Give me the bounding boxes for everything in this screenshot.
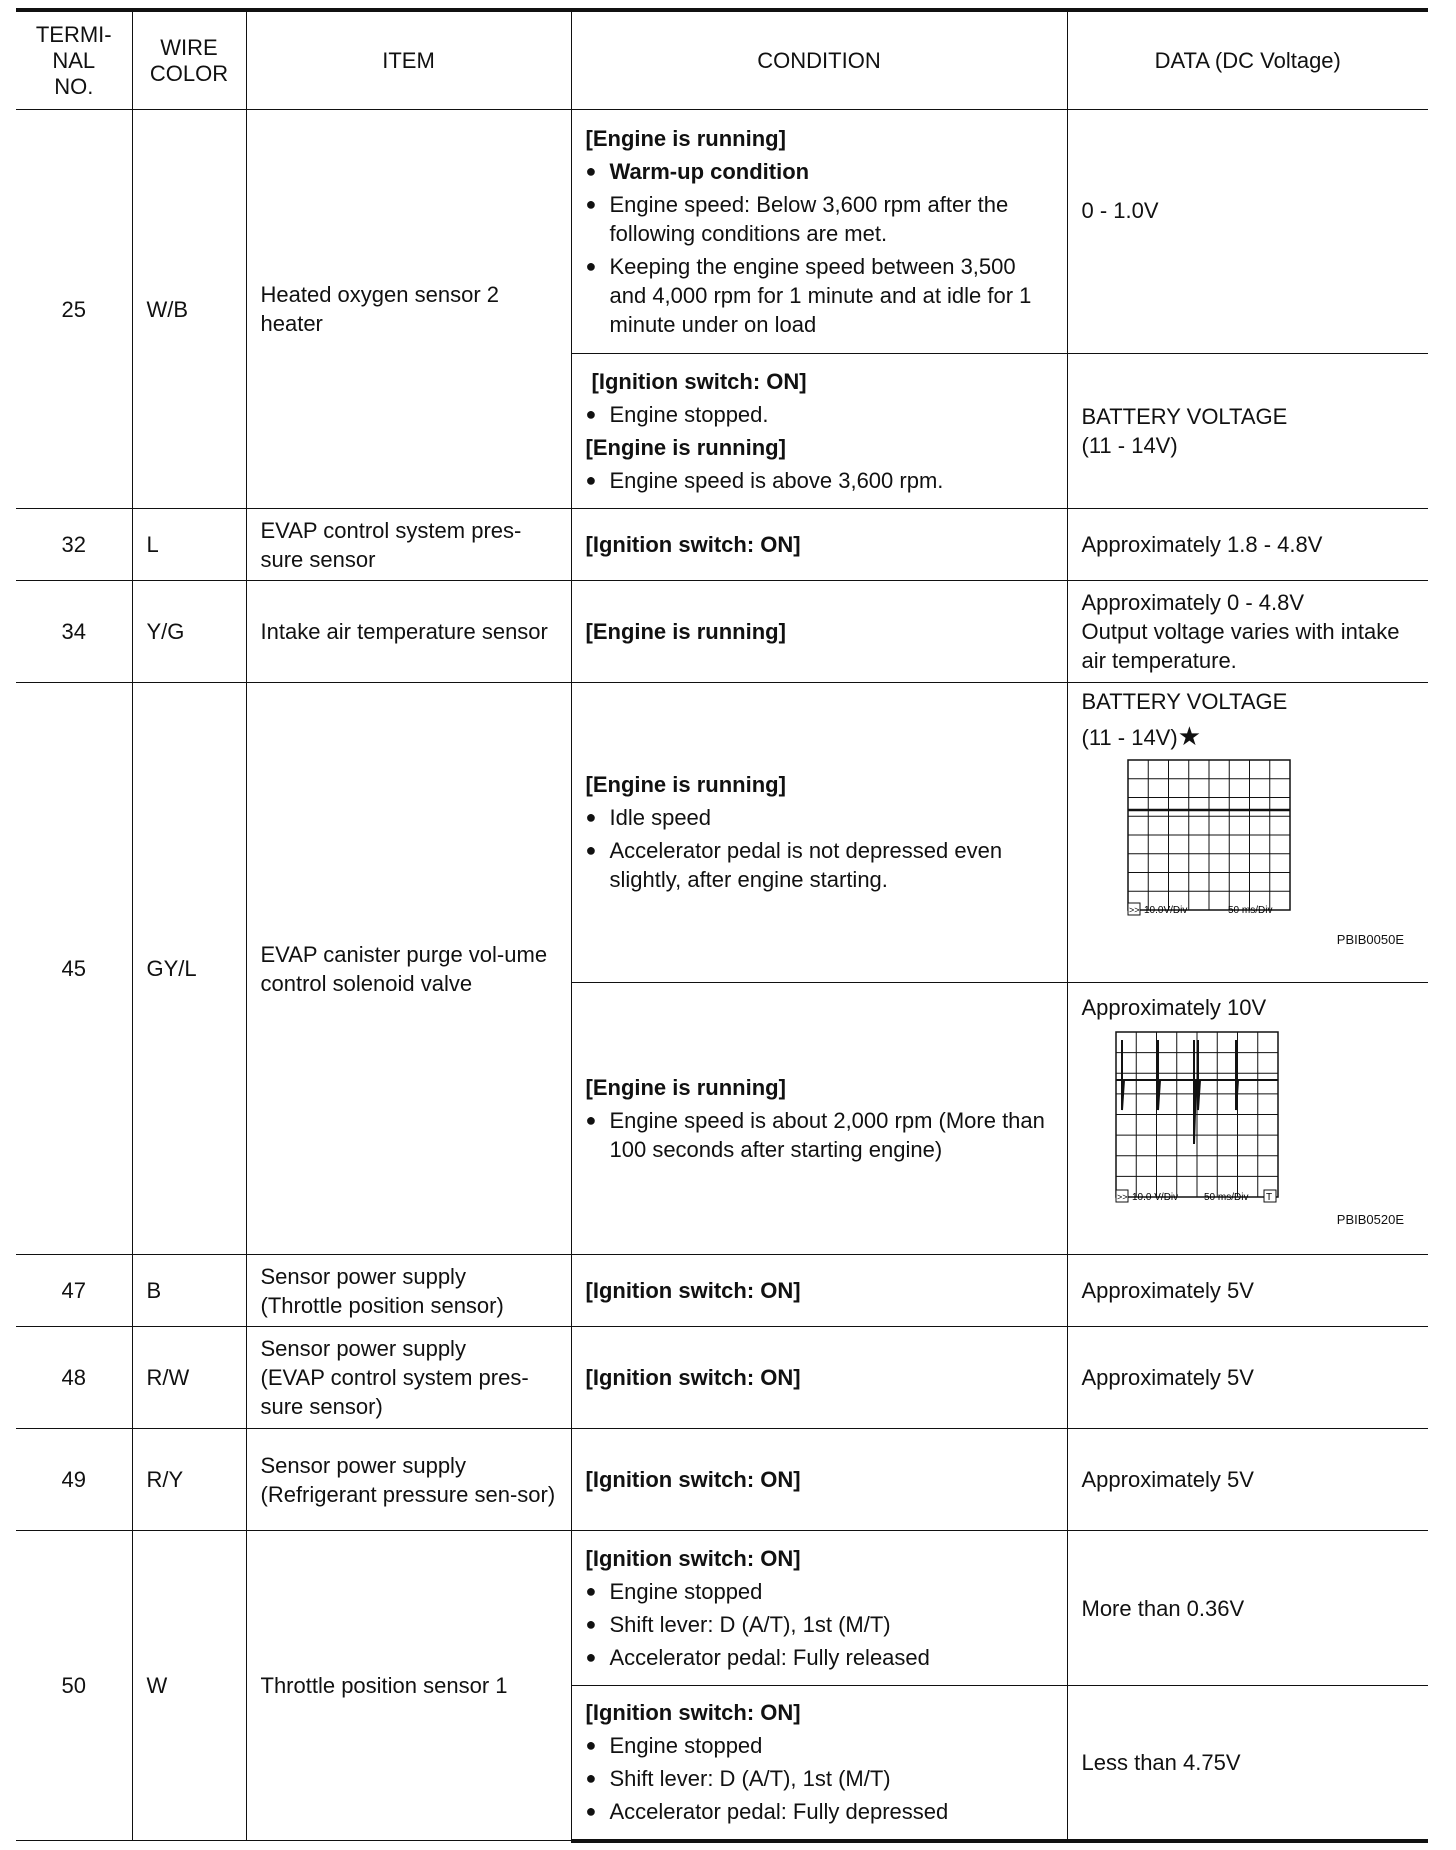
condition-cell (571, 1531, 1067, 1686)
item-line: (EVAP control system pres-sure sensor) (260, 1365, 529, 1419)
header-wire-color: WIRE COLOR (132, 10, 246, 110)
data-cell: 0 - 1.0V (1067, 110, 1428, 354)
header-row (16, 10, 1428, 110)
terminal-no: 48 (16, 1327, 132, 1429)
scope-trigger-label: T (1265, 1192, 1272, 1203)
data-cell: Approximately 1.8 - 4.8V (1067, 509, 1428, 581)
data-cell: More than 0.36V (1067, 1531, 1428, 1686)
table-row (16, 1327, 1428, 1429)
condition-cell (571, 110, 1067, 354)
item-line: Sensor power supply (260, 1263, 466, 1289)
item-line: (Throttle position sensor) (260, 1292, 504, 1318)
condition-bullet: ● Shift lever: D (A/T), 1st (M/T) (586, 1610, 1053, 1639)
item-name: EVAP control system pres-sure sensor (246, 509, 571, 581)
terminal-no: 34 (16, 581, 132, 683)
wire-color: R/W (132, 1327, 246, 1429)
condition-heading: [Ignition switch: ON] (585, 1699, 801, 1725)
condition-heading: [Ignition switch: ON] (571, 509, 1067, 581)
table-row (16, 1429, 1428, 1531)
condition-bullet: ● Warm-up condition (586, 157, 1053, 186)
condition-heading: [Ignition switch: ON] (571, 1327, 1067, 1429)
header-condition: CONDITION (571, 10, 1067, 110)
star-icon: ★ (1177, 721, 1201, 751)
wire-color: L (132, 509, 246, 581)
condition-bullet: ● Engine speed is about 2,000 rpm (More than 100 seconds after starting engine) (586, 1106, 1053, 1164)
item-name (246, 1429, 571, 1531)
data-cell (1067, 983, 1428, 1255)
terminal-no: 50 (16, 1531, 132, 1841)
scope-volt-div: 10.0V/Div (1143, 905, 1187, 916)
condition-heading: [Ignition switch: ON] (591, 368, 807, 394)
item-name: Intake air temperature sensor (246, 581, 571, 683)
item-line: (Refrigerant pressure sen-sor) (260, 1481, 556, 1507)
table-row (16, 509, 1428, 581)
condition-cell (571, 683, 1067, 983)
item-name (246, 1327, 571, 1429)
wire-color: Y/G (132, 581, 246, 683)
data-line: Output voltage varies with intake air temperature. (1081, 619, 1400, 673)
terminal-no: 47 (16, 1255, 132, 1327)
header-terminal: TERMI- NAL NO. (16, 10, 132, 110)
condition-bullet: ● Engine stopped. (586, 400, 1053, 429)
table-row (16, 1531, 1428, 1686)
terminal-no: 45 (16, 683, 132, 1255)
condition-heading: [Engine is running] (585, 434, 786, 460)
condition-bullet: ● Engine speed: Below 3,600 rpm after the following conditions are met. (586, 190, 1053, 248)
scope-arrow-label: >> (1116, 1192, 1128, 1202)
scope-arrow-label: >> (1128, 905, 1140, 915)
table-row (16, 1255, 1428, 1327)
item-name: Throttle position sensor 1 (246, 1531, 571, 1841)
data-line: Approximately 0 - 4.8V (1081, 590, 1305, 615)
condition-bullet: ● Engine stopped (586, 1731, 1053, 1760)
figure-id: PBIB0050E (1336, 932, 1404, 947)
figure-id: PBIB0520E (1336, 1212, 1404, 1227)
terminal-no: 32 (16, 509, 132, 581)
condition-bullet: ● Keeping the engine speed between 3,500 and 4,000 rpm for 1 minute and at idle for 1 minute under on load (586, 252, 1053, 339)
data-line: BATTERY VOLTAGE (1081, 689, 1288, 714)
oscilloscope-waveform-1 (1082, 752, 1412, 932)
scope-volt-div: 10.0 V/Div (1131, 1192, 1178, 1203)
oscilloscope-waveform-2 (1082, 1022, 1412, 1212)
condition-bullet: ● Accelerator pedal: Fully depressed (586, 1797, 1053, 1826)
data-cell (1067, 683, 1428, 983)
table-row (16, 581, 1428, 683)
header-data: DATA (DC Voltage) (1067, 10, 1428, 110)
wire-color: W/B (132, 110, 246, 509)
item-name: EVAP canister purge vol-ume control solenoid valve (246, 683, 571, 1255)
condition-bullet: ● Idle speed (586, 803, 1053, 832)
condition-cell (571, 354, 1067, 509)
wire-color: R/Y (132, 1429, 246, 1531)
condition-heading: [Ignition switch: ON] (571, 1255, 1067, 1327)
item-name: Heated oxygen sensor 2 heater (246, 110, 571, 509)
condition-heading: [Engine is running] (585, 772, 786, 797)
item-line: Sensor power supply (260, 1336, 466, 1361)
condition-bullet: ● Accelerator pedal: Fully released (586, 1643, 1053, 1672)
data-cell (1067, 581, 1428, 683)
item-line: Sensor power supply (260, 1452, 466, 1478)
condition-heading: [Engine is running] (585, 1074, 786, 1100)
condition-heading: [Engine is running] (571, 581, 1067, 683)
data-cell (1067, 354, 1428, 509)
data-cell: Approximately 5V (1067, 1327, 1428, 1429)
wire-color: W (132, 1531, 246, 1841)
table-row (16, 683, 1428, 983)
condition-heading: [Ignition switch: ON] (571, 1429, 1067, 1531)
terminal-no: 25 (16, 110, 132, 509)
condition-heading: [Engine is running] (585, 125, 786, 151)
condition-bullet: ● Shift lever: D (A/T), 1st (M/T) (586, 1764, 1053, 1793)
data-line: Approximately 10V (1081, 995, 1267, 1020)
condition-bullet: ● Engine speed is above 3,600 rpm. (586, 466, 1053, 495)
scope-grid (1128, 760, 1290, 910)
condition-bullet: ● Accelerator pedal is not depressed even slightly, after engine starting. (586, 836, 1053, 894)
condition-heading: [Ignition switch: ON] (585, 1545, 801, 1571)
data-cell: Less than 4.75V (1067, 1686, 1428, 1841)
terminal-no: 49 (16, 1429, 132, 1531)
item-name (246, 1255, 571, 1327)
wire-color: GY/L (132, 683, 246, 1255)
table-row (16, 110, 1428, 354)
condition-cell (571, 983, 1067, 1255)
condition-bullet: ● Engine stopped (586, 1577, 1053, 1606)
data-line: BATTERY VOLTAGE (1081, 404, 1288, 429)
condition-cell (571, 1686, 1067, 1841)
data-cell: Approximately 5V (1067, 1429, 1428, 1531)
scope-time-div: 50 ms/Div (1203, 1192, 1248, 1203)
wire-color: B (132, 1255, 246, 1327)
data-cell: Approximately 5V (1067, 1255, 1428, 1327)
header-item: ITEM (246, 10, 571, 110)
data-line: (11 - 14V) (1081, 433, 1178, 458)
scope-time-div: 50 ms/Div (1227, 905, 1272, 916)
data-line: (11 - 14V) (1081, 725, 1178, 750)
terminal-spec-table (16, 8, 1428, 1843)
